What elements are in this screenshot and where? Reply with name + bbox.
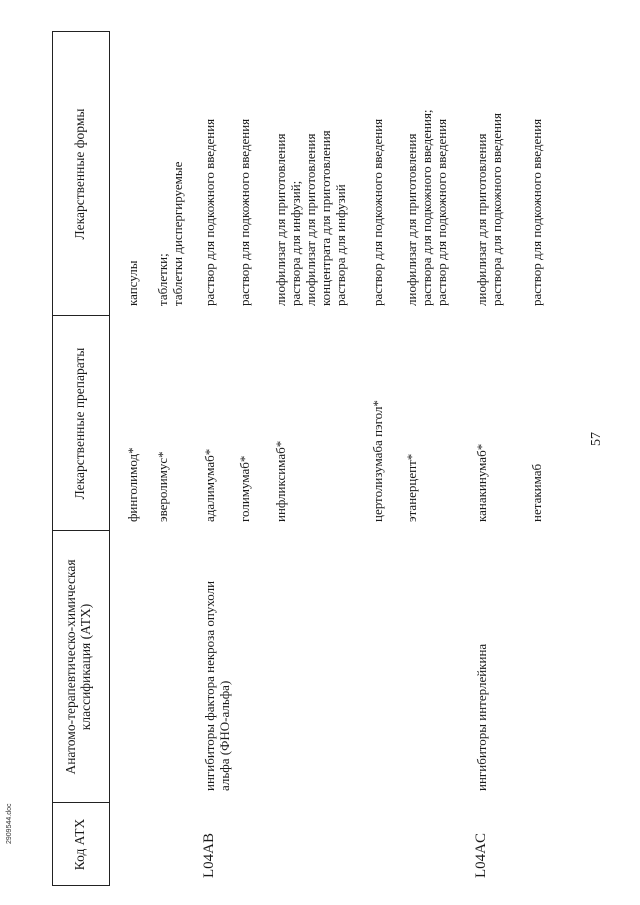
form-line: раствор для подкожного введения <box>434 118 449 306</box>
classification-line: ингибиторы фактора некроза опухоли <box>202 580 217 791</box>
atc-code: L04AB <box>201 833 217 878</box>
drug-forms <box>529 119 544 306</box>
drug-forms <box>404 109 449 306</box>
form-line: раствора для инфузий; <box>288 180 303 306</box>
drug-forms <box>273 130 348 306</box>
drug-forms <box>474 113 504 306</box>
form-line: таблетки диспергируемые <box>170 161 185 306</box>
form-line: лиофилизат для приготовления <box>273 133 288 306</box>
drug-forms <box>202 119 217 306</box>
drug-name: цертолизумаба пэгол* <box>370 400 385 522</box>
form-line: раствора для подкожного введения <box>489 113 504 306</box>
form-line: раствор для подкожного введения <box>237 118 252 306</box>
document-filename: 2909544.doc <box>6 803 13 844</box>
header-bottom-border <box>109 31 110 886</box>
header-classification-line1: Анатомо-терапевтическо-химическая <box>63 559 78 775</box>
header-classification-line2: классификация (АТХ) <box>78 603 93 731</box>
drug-forms <box>370 119 385 306</box>
atc-code: L04AC <box>473 833 489 878</box>
form-line: раствор для подкожного введения <box>529 118 544 306</box>
drug-name: канакинумаб* <box>474 443 489 522</box>
drug-forms <box>237 119 252 306</box>
header-classification <box>63 531 93 803</box>
drug-name: голимумаб* <box>237 455 252 522</box>
form-line: концентрата для приготовления <box>318 130 333 306</box>
form-line: таблетки; <box>155 253 170 306</box>
atc-classification <box>202 581 232 791</box>
form-line: раствор для подкожного введения <box>370 118 385 306</box>
header-drugs: Лекарственные препараты <box>72 347 87 500</box>
form-line: лиофилизат для приготовления <box>303 133 318 306</box>
form-line: раствора для подкожного введения; <box>419 109 434 306</box>
drug-name: эверолимус* <box>155 451 170 522</box>
form-line: лиофилизат для приготовления <box>474 133 489 306</box>
form-line: лиофилизат для приготовления <box>404 133 419 306</box>
classification-line: альфа (ФНО-альфа) <box>217 680 232 791</box>
page-number: 57 <box>589 432 604 446</box>
drug-name: финголимод* <box>125 447 140 522</box>
drug-forms <box>125 261 140 306</box>
drug-name: нетакимаб <box>529 463 544 522</box>
atc-classification <box>474 644 489 791</box>
drug-name: адалимумаб* <box>202 448 217 522</box>
form-line: раствора для инфузий <box>333 184 348 306</box>
header-forms: Лекарственные формы <box>72 108 87 240</box>
form-line: капсулы <box>125 260 140 306</box>
table-top-border <box>52 31 53 886</box>
drug-forms <box>155 162 185 306</box>
drug-name: этанерцепт* <box>404 453 419 522</box>
form-line: раствор для подкожного введения <box>202 118 217 306</box>
rotated-table-page <box>52 31 612 886</box>
drug-name: инфликсимаб* <box>273 440 288 522</box>
header-code: Код АТХ <box>72 818 87 871</box>
classification-line: ингибиторы интерлейкина <box>474 643 489 791</box>
